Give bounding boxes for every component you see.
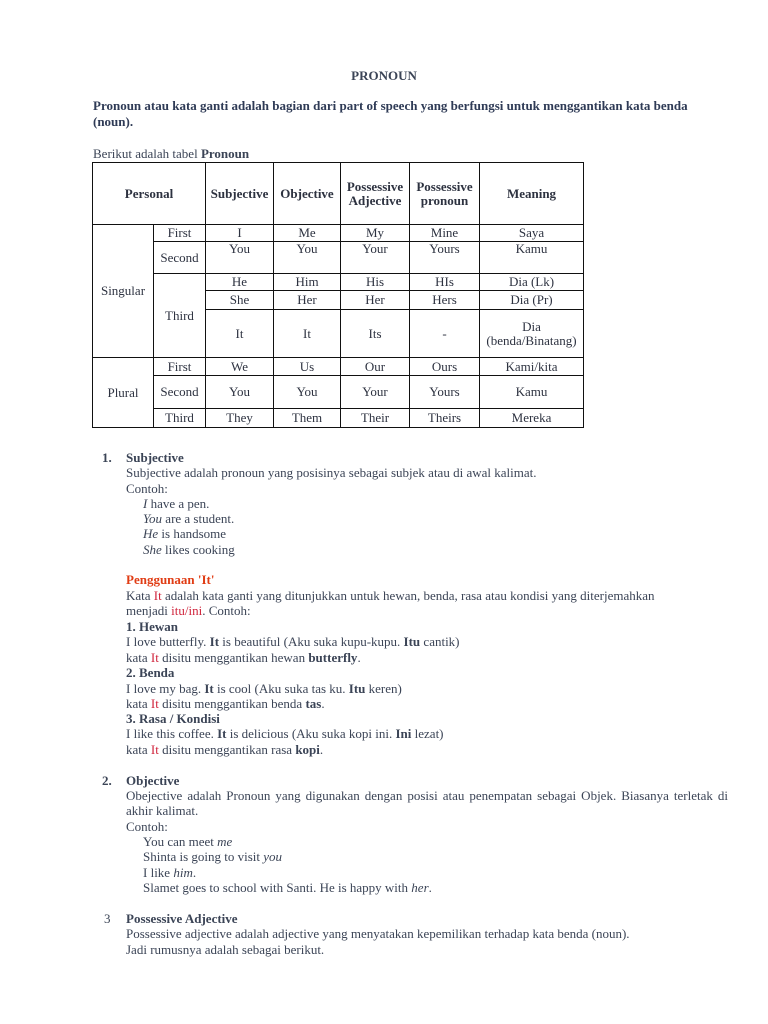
example-text: I like [143,865,174,880]
section1-example [143,542,235,557]
benda-note [126,696,325,711]
table-cell: Mine [410,225,480,242]
highlight: It [150,696,159,711]
example-text: is handsome [158,526,227,541]
example-pronoun: her [411,880,429,895]
highlight: itu/ini [171,603,203,618]
table-cell: Their [341,409,410,428]
bold-text: Itu [348,681,366,696]
text: . [319,742,324,757]
table-cell: Our [341,358,410,376]
table-cell: Hers [410,291,480,310]
table-cell: It [206,310,274,358]
example-pronoun: You [143,511,163,526]
example-pronoun: me [217,834,233,849]
pronoun-table [92,162,584,428]
section1-desc: Subjective adalah pronoun yang posisinya sebagai subjek atau di awal kalimat. [126,465,537,480]
table-cell: You [274,242,341,274]
header-objective: Objective [274,163,341,225]
text: I love butterfly. [126,634,210,649]
table-caption-bold: Pronoun [200,146,250,161]
penggunaan-heading: Penggunaan 'It' [126,572,215,587]
bold-text: It [217,726,227,741]
table-caption [93,146,249,161]
example-pronoun: him [173,865,193,880]
table-cell: Us [274,358,341,376]
table-cell: You [206,376,274,409]
header-possessive-adjective: Possessive Adjective [341,163,410,225]
section2-desc: Obejective adalah Pronoun yang digunakan dengan posisi atau penempatan sebagai Objek. Biasanya terletak di akhir kalimat. [126,788,728,818]
table-cell: Its [341,310,410,358]
table-cell: You [206,242,274,274]
table-cell: Them [274,409,341,428]
table-cell: I [206,225,274,242]
text: is cool (Aku suka tas ku. [213,681,349,696]
text: cantik) [420,634,460,649]
example-pronoun: She [143,542,162,557]
table-cell: Dia (benda/Binatang) [480,310,584,358]
hewan-example [126,634,460,649]
bold-text: kopi [295,742,320,757]
text: lezat) [411,726,444,741]
example-text: . [192,865,197,880]
text: disitu menggantikan hewan [158,650,309,665]
header-personal: Personal [93,163,206,225]
highlight: It [150,650,159,665]
example-text: likes cooking [161,542,235,557]
bold-text: butterfly [308,650,358,665]
person-second: Second [154,376,206,409]
rasa-example [126,726,444,741]
text: kata [126,650,151,665]
header-possessive-pronoun: Possessive pronoun [410,163,480,225]
section3-number: 3 [104,911,111,926]
section3-desc: Possessive adjective adalah adjective yang menyatakan kepemilikan terhadap kata benda (noun). [126,926,630,941]
section2-example [143,880,432,895]
text: menjadi [126,603,172,618]
table-cell: Saya [480,225,584,242]
highlight: It [153,588,162,603]
text: is beautiful (Aku suka kupu-kupu. [219,634,404,649]
table-cell: Kamu [480,376,584,409]
person-third: Third [154,409,206,428]
person-third: Third [154,274,206,358]
example-text: . [428,880,432,895]
text: . Contoh: [202,603,251,618]
example-pronoun: you [263,849,283,864]
example-pronoun: I [143,496,148,511]
table-cell: - [410,310,480,358]
group-singular: Singular [93,225,154,358]
table-cell: It [274,310,341,358]
section2-number: 2. [102,773,112,788]
example-text: have a pen. [147,496,210,511]
text: . [357,650,361,665]
section1-number: 1. [102,450,112,465]
table-cell: Ours [410,358,480,376]
table-cell: HIs [410,274,480,291]
penggunaan-line1 [126,588,655,603]
bold-text: Itu [403,634,421,649]
table-cell: Yours [410,376,480,409]
example-pronoun: He [143,526,159,541]
table-header-row [93,163,584,225]
section2-example [143,849,282,864]
text: I love my bag. [126,681,205,696]
table-cell: Dia (Lk) [480,274,584,291]
bold-text: Ini [395,726,412,741]
section1-example [143,496,209,511]
table-cell: You [274,376,341,409]
section2-heading: Objective [126,773,180,788]
text: kata [126,696,151,711]
hewan-note [126,650,361,665]
header-meaning: Meaning [480,163,584,225]
table-cell: Your [341,242,410,274]
table-cell: They [206,409,274,428]
section1-example [143,526,226,541]
text: Kata [126,588,154,603]
table-row [93,358,584,376]
table-cell: She [206,291,274,310]
bold-text: tas [305,696,322,711]
table-cell: His [341,274,410,291]
section1-contoh: Contoh: [126,481,168,496]
table-row [93,376,584,409]
table-cell: Her [274,291,341,310]
text: disitu menggantikan benda [158,696,306,711]
section1-example [143,511,234,526]
bold-text: It [204,681,214,696]
person-second: Second [154,242,206,274]
example-text: You can meet [143,834,218,849]
table-cell: Kamu [480,242,584,274]
text: . [321,696,325,711]
table-row [93,242,584,274]
section1-heading: Subjective [126,450,184,465]
text: I like this coffee. [126,726,218,741]
table-cell: Him [274,274,341,291]
section2-example [143,834,232,849]
benda-example [126,681,402,696]
table-cell: Yours [410,242,480,274]
table-row [93,274,584,291]
table-cell: Mereka [480,409,584,428]
table-cell: Theirs [410,409,480,428]
table-row [93,409,584,428]
benda-heading: 2. Benda [126,665,175,680]
table-caption-prefix: Berikut adalah tabel [93,146,201,161]
highlight: It [150,742,159,757]
table-cell: Her [341,291,410,310]
section3-desc2: Jadi rumusnya adalah sebagai berikut. [126,942,325,957]
table-cell: Me [274,225,341,242]
rasa-note [126,742,323,757]
page-title: PRONOUN [351,68,417,83]
rasa-heading: 3. Rasa / Kondisi [126,711,220,726]
table-cell: Kami/kita [480,358,584,376]
section3-heading: Possessive Adjective [126,911,238,926]
penggunaan-line2 [126,603,251,618]
table-cell: Your [341,376,410,409]
hewan-heading: 1. Hewan [126,619,178,634]
example-text: Shinta is going to visit [143,849,264,864]
group-plural: Plural [93,358,154,428]
header-subjective: Subjective [206,163,274,225]
table-cell: We [206,358,274,376]
section2-example [143,865,196,880]
example-text: Slamet goes to school with Santi. He is happy with [143,880,412,895]
intro-paragraph: Pronoun atau kata ganti adalah bagian dari part of speech yang berfungsi untuk menggantikan kata benda (noun). [93,98,688,129]
section2-contoh: Contoh: [126,819,168,834]
bold-text: It [209,634,220,649]
text: is delicious (Aku suka kopi ini. [226,726,396,741]
text: disitu menggantikan rasa [158,742,296,757]
text: keren) [365,681,402,696]
table-cell: He [206,274,274,291]
table-cell: My [341,225,410,242]
table-cell: Dia (Pr) [480,291,584,310]
text: adalah kata ganti yang ditunjukkan untuk hewan, benda, rasa atau kondisi yang diterjemahkan [161,588,655,603]
text: kata [126,742,151,757]
table-row [93,225,584,242]
person-first: First [154,225,206,242]
example-text: are a student. [162,511,235,526]
person-first: First [154,358,206,376]
